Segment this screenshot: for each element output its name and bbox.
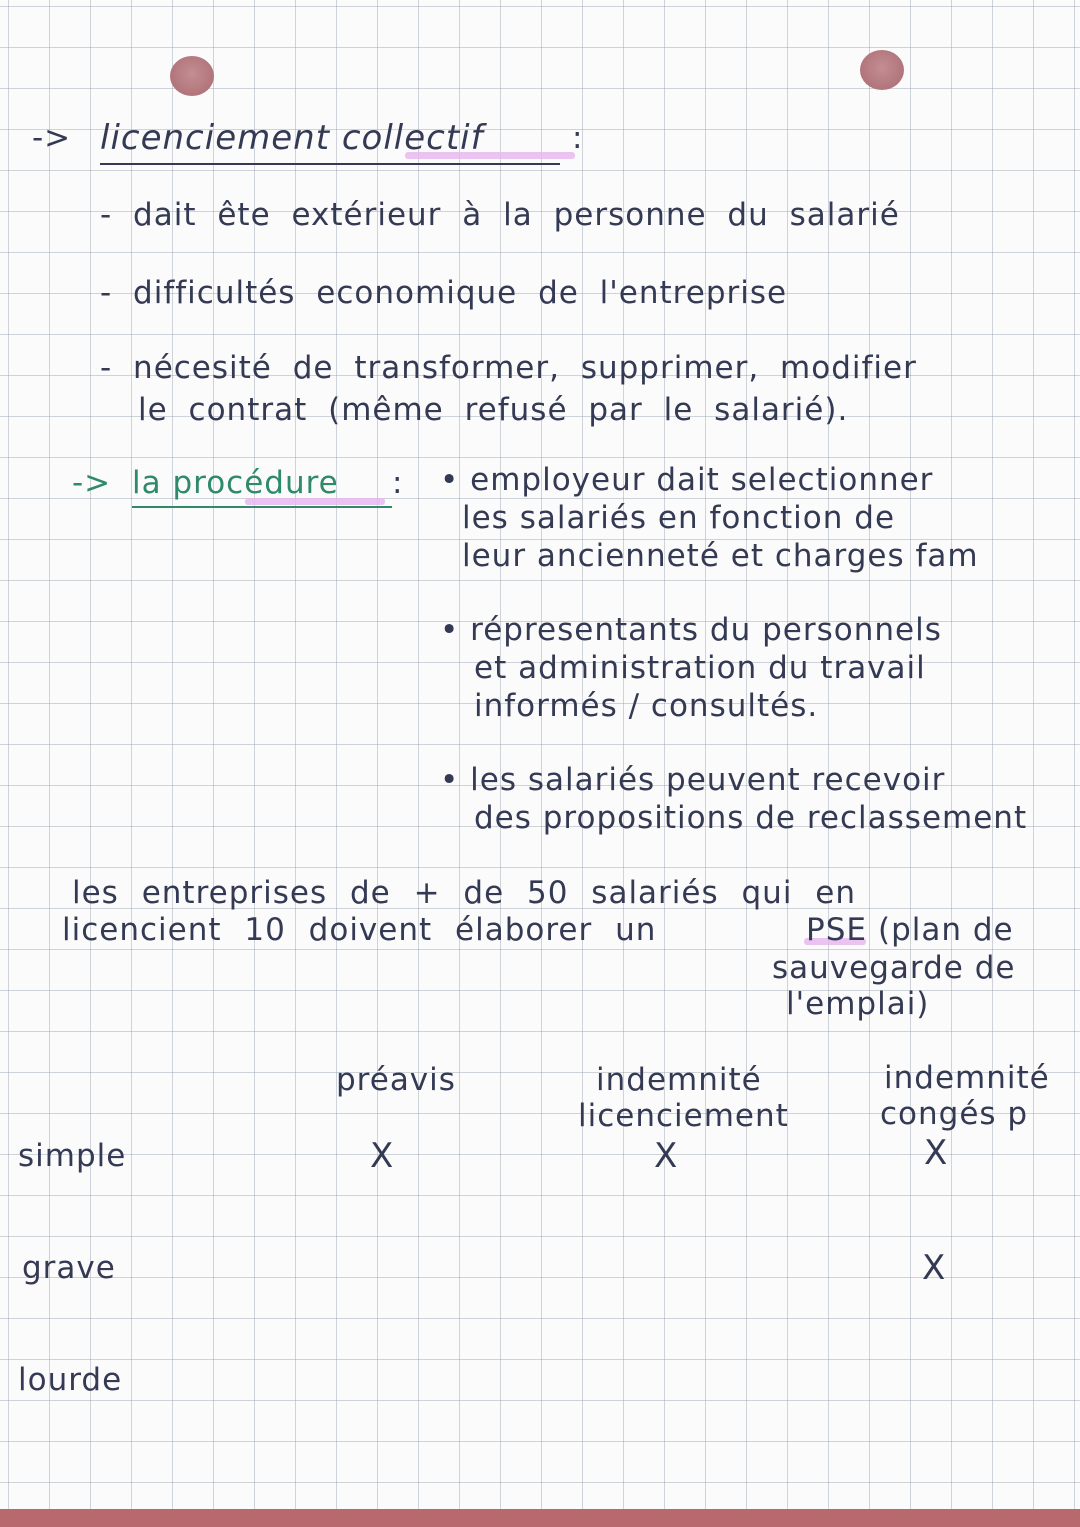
procedure-underline bbox=[132, 506, 392, 508]
pse-note-line: licencient 10 doivent élaborer un bbox=[62, 912, 657, 948]
pse-acronym: PSE bbox=[806, 912, 867, 948]
procedure-bullet-line: les salariés en fonction de bbox=[462, 500, 896, 536]
pse-note-line: sauvegarde de bbox=[772, 950, 1016, 986]
table-row-label: simple bbox=[18, 1138, 127, 1174]
procedure-bullet-line: • les salariés peuvent recevoir bbox=[440, 762, 946, 798]
table-row-label: grave bbox=[22, 1250, 116, 1286]
table-header-indemnite-licenciement: indemnité bbox=[596, 1062, 762, 1098]
procedure-bullet-line: et administration du travail bbox=[474, 650, 926, 686]
procedure-colon: : bbox=[392, 465, 404, 501]
page-title: licenciement collectif bbox=[100, 118, 484, 158]
procedure-bullet-line: leur ancienneté et charges fam bbox=[462, 538, 979, 574]
criteria-line: le contrat (même refusé par le salarié). bbox=[138, 392, 849, 428]
title-colon: : bbox=[572, 120, 584, 156]
binder-hole-right bbox=[860, 50, 904, 90]
procedure-bullet-line: • employeur dait selectionner bbox=[440, 462, 934, 498]
pse-note-line: les entreprises de + de 50 salariés qui en bbox=[72, 875, 857, 911]
criteria-line: - nécesité de transformer, supprimer, modifier bbox=[100, 350, 917, 386]
table-mark: X bbox=[654, 1136, 678, 1176]
page-bottom-edge bbox=[0, 1509, 1080, 1527]
procedure-arrow: -> bbox=[72, 465, 112, 501]
table-header-preavis: préavis bbox=[336, 1062, 456, 1098]
procedure-label: la procédure bbox=[132, 465, 339, 501]
table-mark: X bbox=[922, 1248, 946, 1288]
title-underline bbox=[100, 163, 560, 165]
pse-note-line: l'emplai) bbox=[786, 986, 930, 1022]
procedure-bullet-line: des propositions de reclassement bbox=[474, 800, 1028, 836]
binder-hole-left bbox=[170, 56, 214, 96]
table-header-indemnite-conges: congés p bbox=[880, 1096, 1029, 1132]
table-row-label: lourde bbox=[18, 1362, 123, 1398]
criteria-line: - dait ête extérieur à la personne du salarié bbox=[100, 197, 900, 233]
table-mark: X bbox=[370, 1136, 394, 1176]
title-arrow: -> bbox=[32, 120, 72, 156]
table-mark: X bbox=[924, 1133, 948, 1173]
criteria-line: - difficultés economique de l'entreprise bbox=[100, 275, 788, 311]
table-header-indemnite-licenciement: licenciement bbox=[578, 1098, 789, 1134]
procedure-bullet-line: informés / consultés. bbox=[474, 688, 819, 724]
table-header-indemnite-conges: indemnité bbox=[884, 1060, 1050, 1096]
procedure-bullet-line: • répresentants du personnels bbox=[440, 612, 942, 648]
pse-note-line: (plan de bbox=[878, 912, 1014, 948]
